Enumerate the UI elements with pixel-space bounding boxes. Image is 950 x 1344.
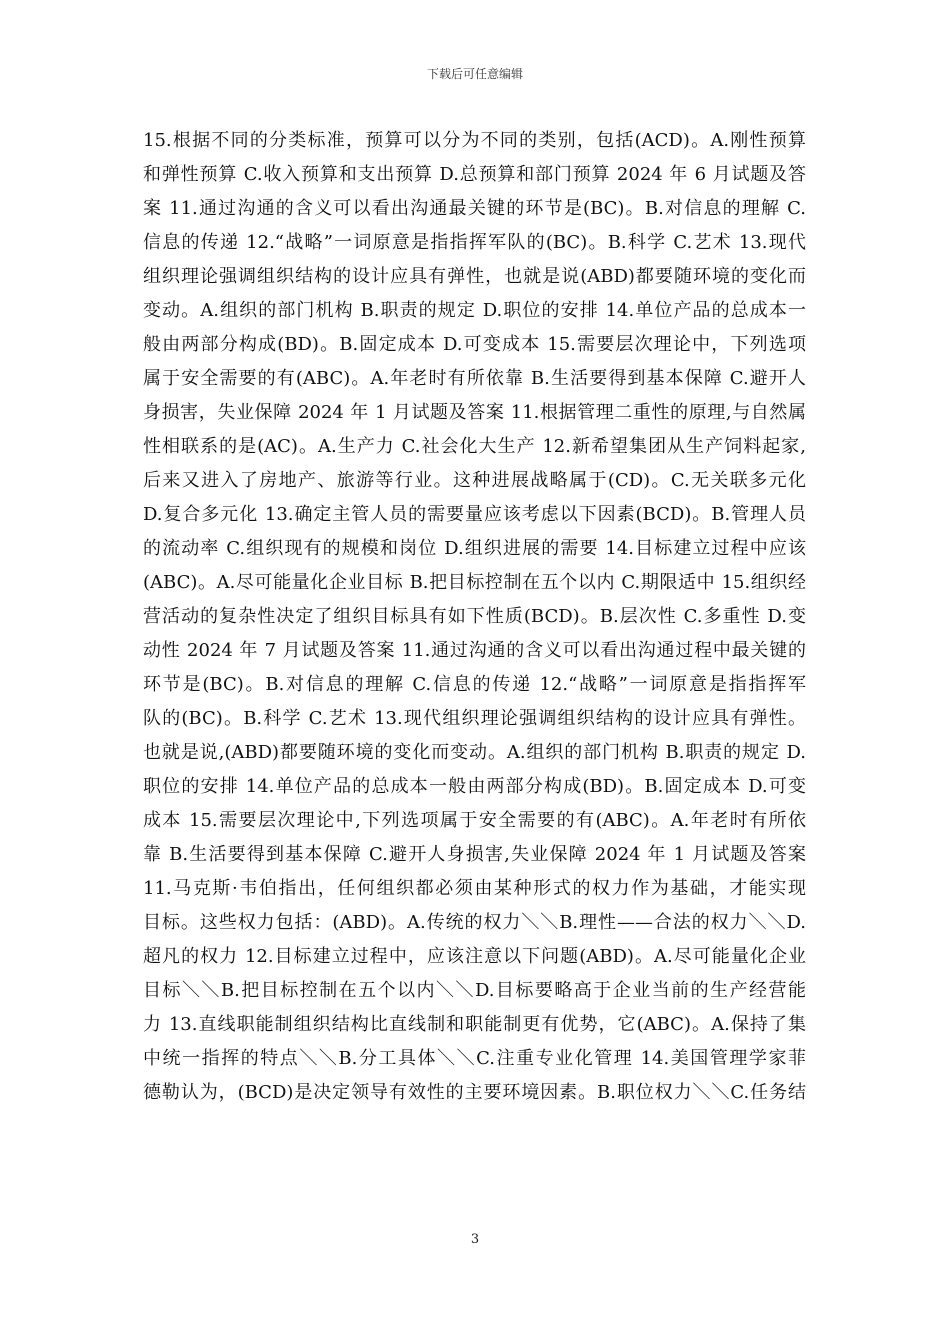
text-line: 靠 B.生活要得到基本保障 C.避开人身损害,失业保障 2024 年 1 月试题及答案 xyxy=(143,844,806,865)
text-line: 变动。A.组织的部门机构 B.职责的规定 D.职位的安排 14.单位产品的总成本一 xyxy=(143,300,806,321)
text-line: 力 13.直线职能制组织结构比直线制和职能制更有优势，它(ABC)。A.保持了集 xyxy=(143,1014,806,1035)
text-line: 组织理论强调组织结构的设计应具有弹性，也就是说(ABD)都要随环境的变化而 xyxy=(143,266,806,287)
text-line: 信息的传递 12.“战略”一词原意是指指挥军队的(BC)。B.科学 C.艺术 13.现代 xyxy=(143,232,806,253)
text-line: 目标＼＼B.把目标控制在五个以内＼＼D.目标要略高于企业当前的生产经营能 xyxy=(143,980,806,1001)
text-line: 也就是说,(ABD)都要随环境的变化而变动。A.组织的部门机构 B.职责的规定 D. xyxy=(143,742,806,763)
text-line: 后来又进入了房地产、旅游等行业。这种进展战略属于(CD)。C.无关联多元化 xyxy=(143,470,806,491)
text-line: 15.根据不同的分类标准，预算可以分为不同的类别，包括(ACD)。A.刚性预算 xyxy=(143,130,806,151)
document-body xyxy=(143,124,806,1110)
text-line: 目标。这些权力包括：(ABD)。A.传统的权力＼＼B.理性——合法的权力＼＼D. xyxy=(143,912,806,933)
text-line: 的流动率 C.组织现有的规模和岗位 D.组织进展的需要 14.目标建立过程中应该 xyxy=(143,538,806,559)
text-line: 超凡的权力 12.目标建立过程中，应该注意以下问题(ABD)。A.尽可能量化企业 xyxy=(143,946,806,967)
page-header: 下载后可任意编辑 xyxy=(426,67,523,81)
text-line: 性相联系的是(AC)。A.生产力 C.社会化大生产 12.新希望集团从生产饲料起家, xyxy=(143,436,806,457)
text-line: D.复合多元化 13.确定主管人员的需要量应该考虑以下因素(BCD)。B.管理人员 xyxy=(143,504,806,525)
page-number: 3 xyxy=(470,1232,480,1247)
text-line: 身损害，失业保障 2024 年 1 月试题及答案 11.根据管理二重性的原理,与自然属 xyxy=(143,402,806,423)
text-line: (ABC)。A.尽可能量化企业目标 B.把目标控制在五个以内 C.期限适中 15.组织经 xyxy=(143,572,806,593)
text-line: 营活动的复杂性决定了组织目标具有如下性质(BCD)。B.层次性 C.多重性 D.变 xyxy=(143,606,806,627)
text-line: 属于安全需要的有(ABC)。A.年老时有所依靠 B.生活要得到基本保障 C.避开人 xyxy=(143,368,806,389)
text-line: 中统一指挥的特点＼＼B.分工具体＼＼C.注重专业化管理 14.美国管理学家菲 xyxy=(143,1048,806,1069)
text-line: 德勒认为，(BCD)是决定领导有效性的主要环境因素。B.职位权力＼＼C.任务结 xyxy=(143,1082,806,1103)
text-line: 动性 2024 年 7 月试题及答案 11.通过沟通的含义可以看出沟通过程中最关键的 xyxy=(143,640,806,661)
text-line: 环节是(BC)。B.对信息的理解 C.信息的传递 12.“战略”一词原意是指指挥军 xyxy=(143,674,806,695)
text-line: 和弹性预算 C.收入预算和支出预算 D.总预算和部门预算 2024 年 6 月试题及答 xyxy=(143,164,806,185)
text-line: 11.马克斯·韦伯指出，任何组织都必须由某种形式的权力作为基础，才能实现 xyxy=(143,878,806,899)
text-line: 案 11.通过沟通的含义可以看出沟通最关键的环节是(BC)。B.对信息的理解 C. xyxy=(143,198,806,219)
text-line: 职位的安排 14.单位产品的总成本一般由两部分构成(BD)。B.固定成本 D.可变 xyxy=(143,776,806,797)
text-line: 成本 15.需要层次理论中,下列选项属于安全需要的有(ABC)。A.年老时有所依 xyxy=(143,810,806,831)
text-line: 般由两部分构成(BD)。B.固定成本 D.可变成本 15.需要层次理论中，下列选项 xyxy=(143,334,806,355)
text-line: 队的(BC)。B.科学 C.艺术 13.现代组织理论强调组织结构的设计应具有弹性。 xyxy=(143,708,806,729)
